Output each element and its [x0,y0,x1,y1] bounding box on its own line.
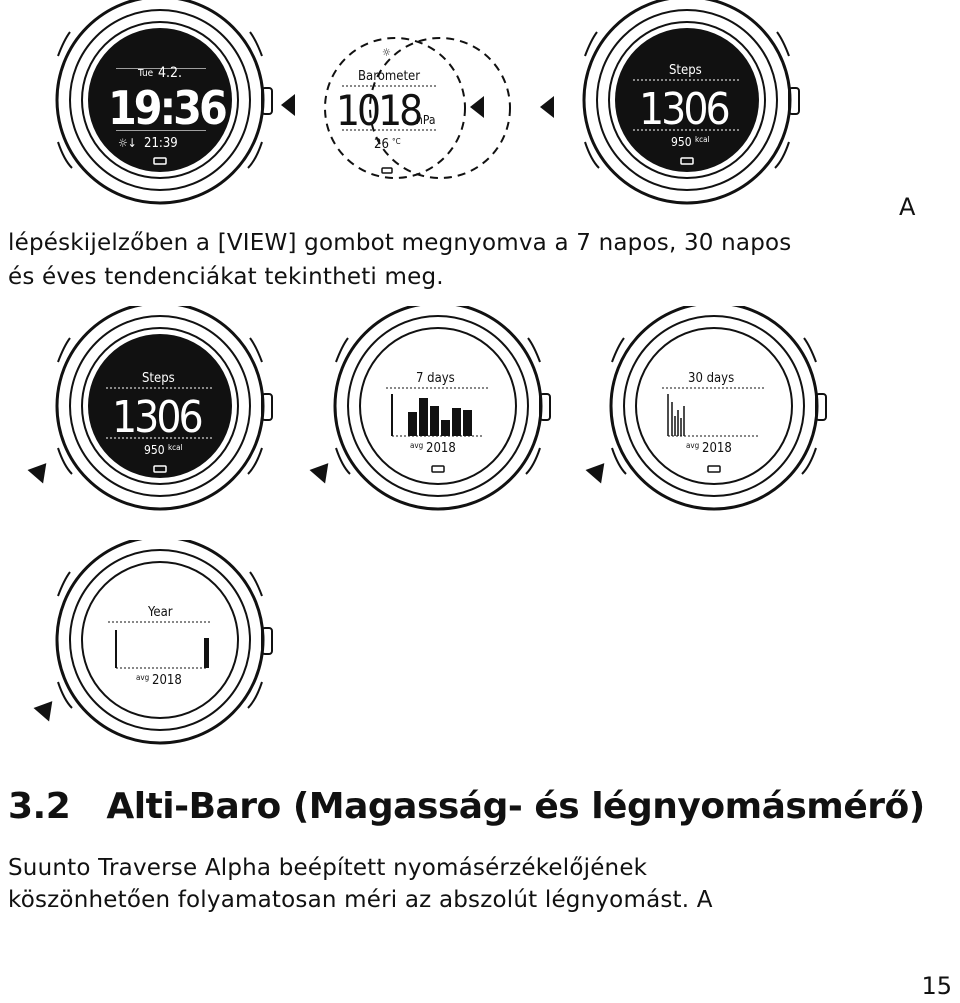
page-number: 15 [921,972,952,1000]
watch-time-display [50,0,280,205]
trend-30days-avg-value: 2018 [702,441,732,456]
barometer-temp-unit: °C [392,137,401,146]
trend-year-title: Year [148,605,173,620]
trend-year-avg-value: 2018 [152,673,182,688]
trend-year-avg-label: avg [136,673,150,682]
trend-steps-value: 1306 [112,392,201,443]
watch-date: 4.2. [158,65,183,81]
trend-7days-avg-value: 2018 [426,441,456,456]
steps-value: 1306 [639,84,728,135]
watch-day: Tue [138,68,154,79]
barometer-unit: hPa [416,113,436,127]
arrow-down-icon [28,463,53,487]
trend-30days-title: 30 days [688,371,735,386]
section-line-2: köszönhetően folyamatosan méri az abszolút légnyomást. A [8,887,713,913]
trend-steps-title: Steps [142,371,175,386]
steps-kcal-unit: kcal [695,135,710,144]
arrow-left-icon [470,96,484,118]
paragraph-line-2: és éves tendenciákat tekintheti meg. [8,264,444,290]
trend-steps-kcal-unit: kcal [168,443,183,452]
trend-30days-avg-label: avg [686,441,700,450]
corner-letter: A [899,193,916,221]
arrow-left-icon [281,94,295,116]
trend-steps-kcal: 950 [144,443,165,457]
barometer-temp: 26 [374,137,389,152]
section-heading: 3.2 Alti-Baro (Magasság- és légnyomásmérő) [8,786,925,827]
trend-7days-avg-label: avg [410,441,424,450]
watch-sunset-time: 21:39 [144,136,178,151]
watch-30days-trend [604,306,834,511]
watch-year-trend [50,540,280,745]
watch-steps-trend [50,306,280,511]
section-line-1: Suunto Traverse Alpha beépített nyomásérzékelőjének [8,855,648,881]
barometer-value: 1018 [336,86,421,135]
watch-7days-trend [328,306,558,511]
sunset-icon: ☼↓ [118,136,137,150]
weather-icon: ☼ [382,46,391,59]
trend-7days-title: 7 days [416,371,455,386]
watch-time: 19:36 [108,81,225,135]
arrow-left-icon [540,96,554,118]
watch-steps-display [577,0,807,205]
barometer-title: Barometer [358,69,421,84]
steps-title: Steps [669,63,702,78]
watch-barometer-display [310,30,530,190]
paragraph-line-1: lépéskijelzőben a [VIEW] gombot megnyomva a 7 napos, 30 napos [8,230,792,256]
steps-kcal: 950 [671,135,692,149]
